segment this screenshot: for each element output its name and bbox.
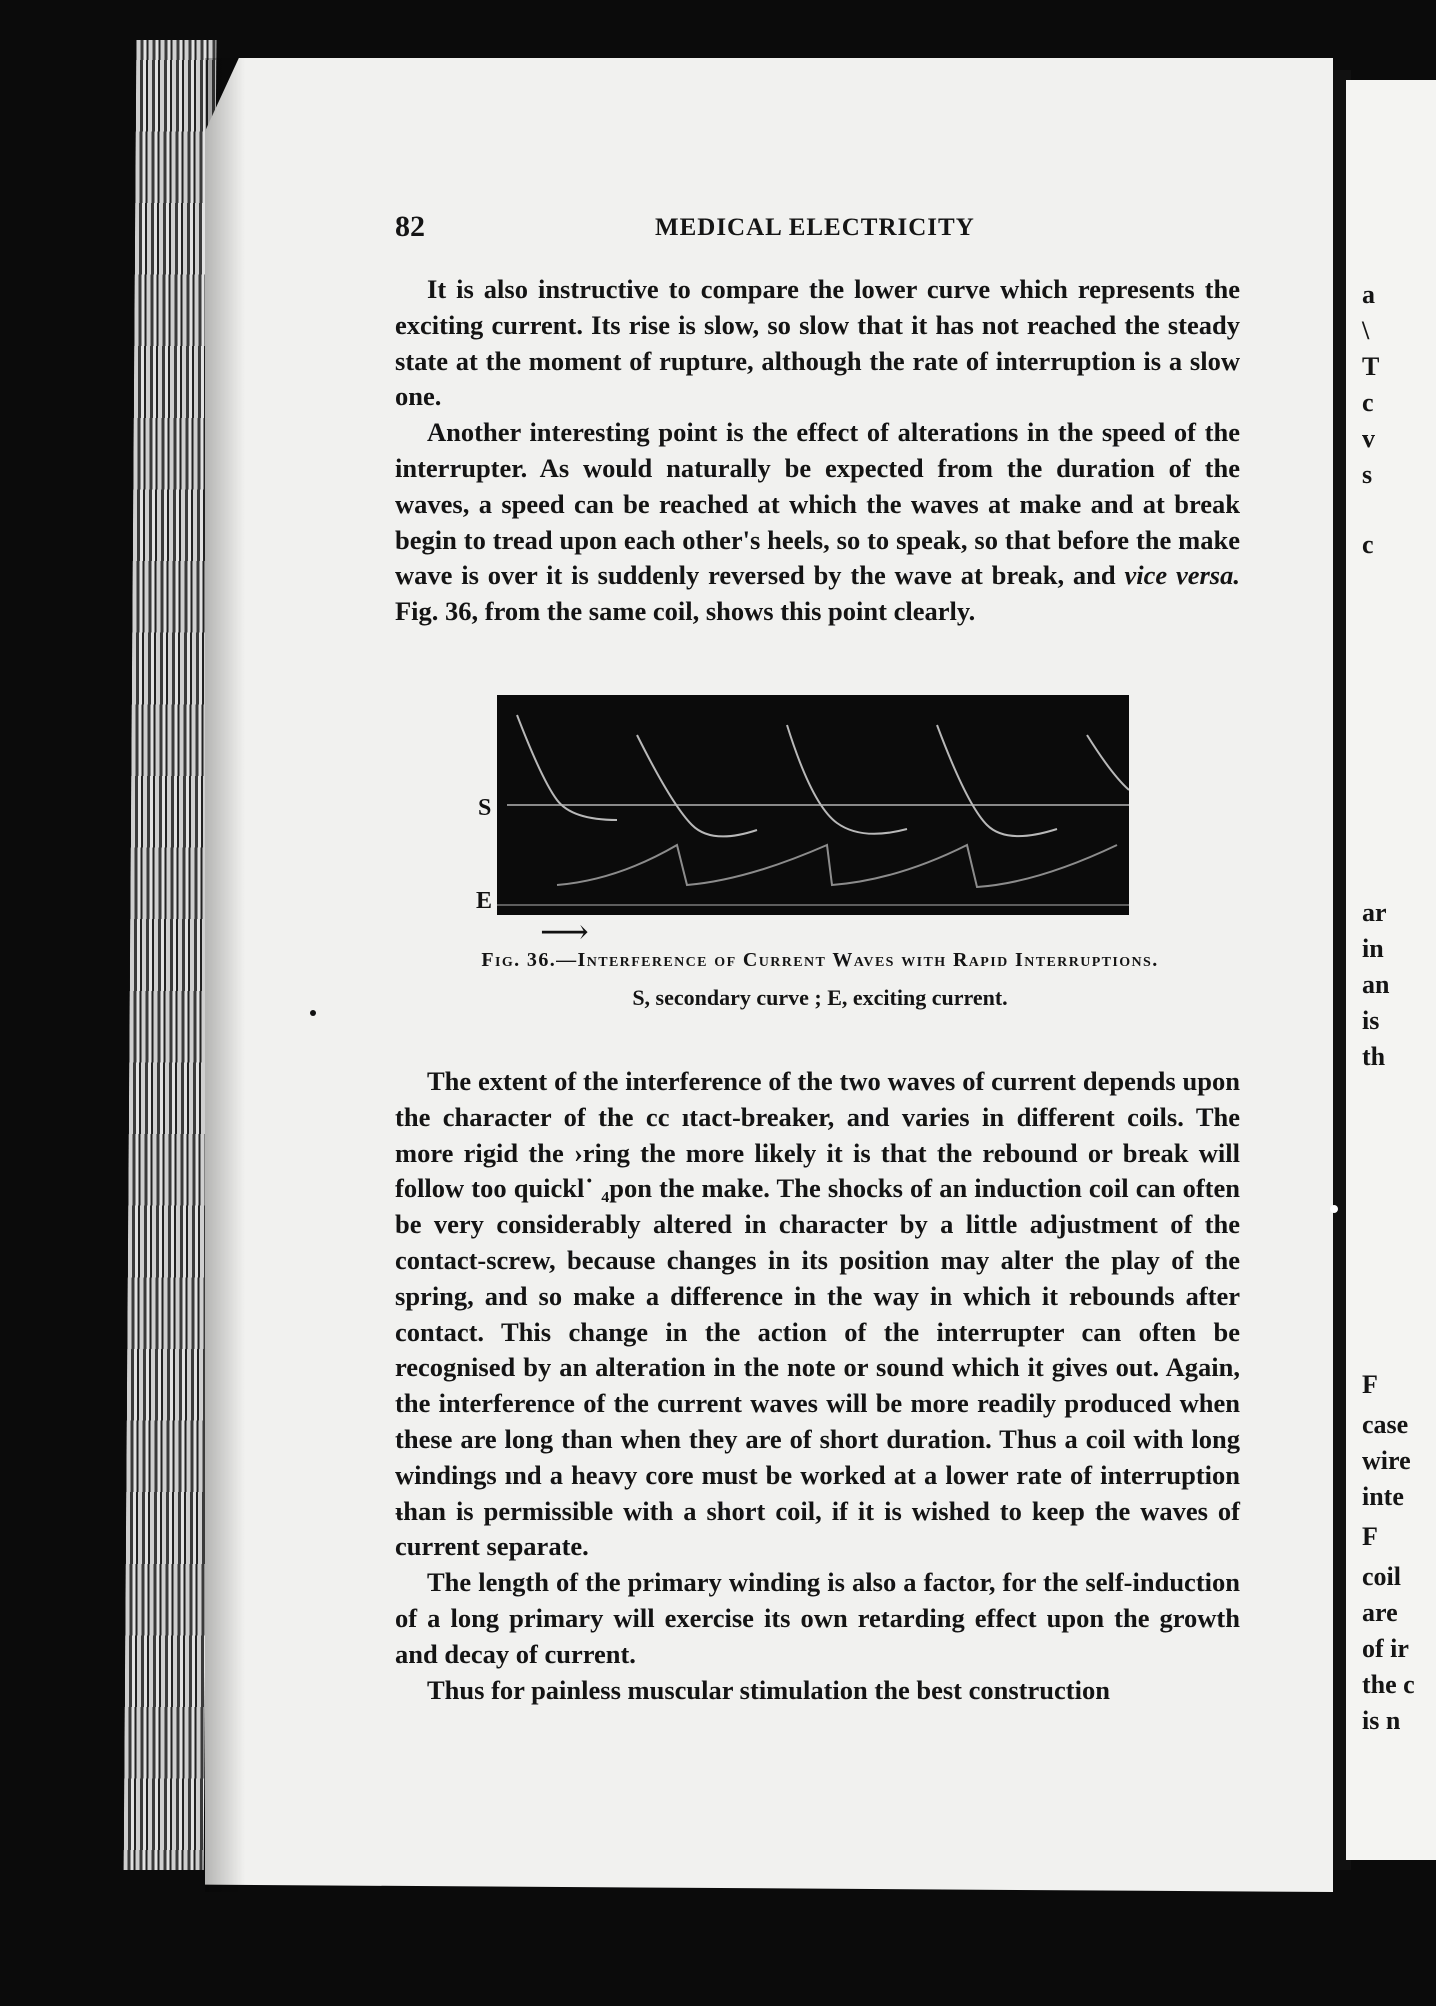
facing-page-fragment: in <box>1362 934 1384 963</box>
facing-page-fragment: F <box>1362 1370 1378 1399</box>
figure-label-s: S <box>478 795 492 821</box>
figure-caption <box>420 945 1220 1011</box>
facing-page-fragment: the c <box>1362 1670 1415 1699</box>
figure-36-oscillogram <box>497 695 1129 915</box>
facing-page-fragment: a <box>1362 280 1375 309</box>
scan-speck <box>310 1010 316 1016</box>
paragraph-text: Another interesting point is the effect of alterations in the speed of the interrupter. As would naturally be expected from the duration of the waves, a speed can be reached at which the waves at make and at break begin to tread upon each other's heels, so to speak, so that before the make wave is over it is suddenly reversed by the wave at break, and <box>395 417 1240 591</box>
facing-page-fragment: ar <box>1362 898 1387 927</box>
facing-page-fragment: v <box>1362 424 1375 453</box>
facing-page <box>1346 80 1436 1860</box>
facing-page-fragment: T <box>1362 352 1380 381</box>
facing-page-fragment: is <box>1362 1006 1380 1035</box>
facing-page-fragment: coil <box>1362 1562 1401 1591</box>
oscillogram-image <box>497 695 1129 915</box>
paragraph <box>395 415 1240 630</box>
page-shadow <box>205 58 245 1892</box>
facing-page-fragment: an <box>1362 970 1390 999</box>
figure-label-e: E <box>476 888 493 914</box>
facing-page-fragment: \ <box>1362 316 1370 345</box>
facing-page-fragment: wire <box>1362 1446 1411 1475</box>
paragraph: Thus for painless muscular stimulation the best construction <box>427 1674 1110 1705</box>
facing-page-fragment: s <box>1362 460 1373 489</box>
book-page-edges <box>124 40 217 1870</box>
page-number: 82 <box>395 210 425 243</box>
facing-page-fragment: case <box>1362 1410 1409 1439</box>
running-title: MEDICAL ELECTRICITY <box>655 214 975 241</box>
facing-page-fragment: inte <box>1362 1482 1404 1511</box>
paragraph: It is also instructive to compare the lower curve which represents the exciting current. Its rise is slow, so slow that it has not reached the steady state at the moment of rupture, although the rate of interruption is a slow one. <box>395 274 1240 412</box>
italic-phrase: vice versa. <box>1124 560 1240 591</box>
facing-page-fragment: c <box>1362 388 1374 417</box>
caption-title: Fig. 36.—Interference of Current Waves with Rapid Interruptions. <box>481 949 1159 971</box>
facing-page-fragment: th <box>1362 1042 1386 1071</box>
facing-page-fragment: are <box>1362 1598 1398 1627</box>
paragraph: The length of the primary winding is also a factor, for the self-induction of a long primary will exercise its own retarding effect upon the growth and decay of current. <box>395 1567 1240 1669</box>
facing-page-fragment: is n <box>1362 1706 1401 1735</box>
paragraph: The extent of the interference of the two waves of current depends upon the character of the cc ıtact-breaker, and varies in different coils. The more rigid the ›ring the more likely it is that the rebound or break will follow too quickl˙ ₄pon the make. The shocks of an induction coil can often be very considerably altered in character by a little adjustment of the contact-screw, because changes in its position may alter the play of the spring, and so make a difference in the way in which it rebounds after contact. This change in the action of the interrupter can often be recognised by an alteration in the note or sound which it gives out. Again, the interference of the current waves will be more readily produced when these are long than when they are of short duration. Thus a coil with long windings ınd a heavy core must be worked at a lower rate of interruption ᵼhan is permissible with a short coil, if it is wished to keep the waves of current separate. <box>395 1066 1240 1562</box>
direction-arrow: ⟶ <box>540 914 589 951</box>
body-text-upper <box>395 272 1240 630</box>
running-head <box>395 210 1235 250</box>
caption-legend: S, secondary curve ; E, exciting current. <box>632 985 1008 1010</box>
facing-page-fragment: F <box>1362 1522 1378 1551</box>
paragraph-text: Fig. 36, from the same coil, shows this point clearly. <box>395 596 976 627</box>
facing-page-fragment: of ir <box>1362 1634 1409 1663</box>
scan-speck <box>1330 1205 1338 1213</box>
body-text-lower <box>395 1064 1240 1708</box>
facing-page-fragment: c <box>1362 530 1374 559</box>
